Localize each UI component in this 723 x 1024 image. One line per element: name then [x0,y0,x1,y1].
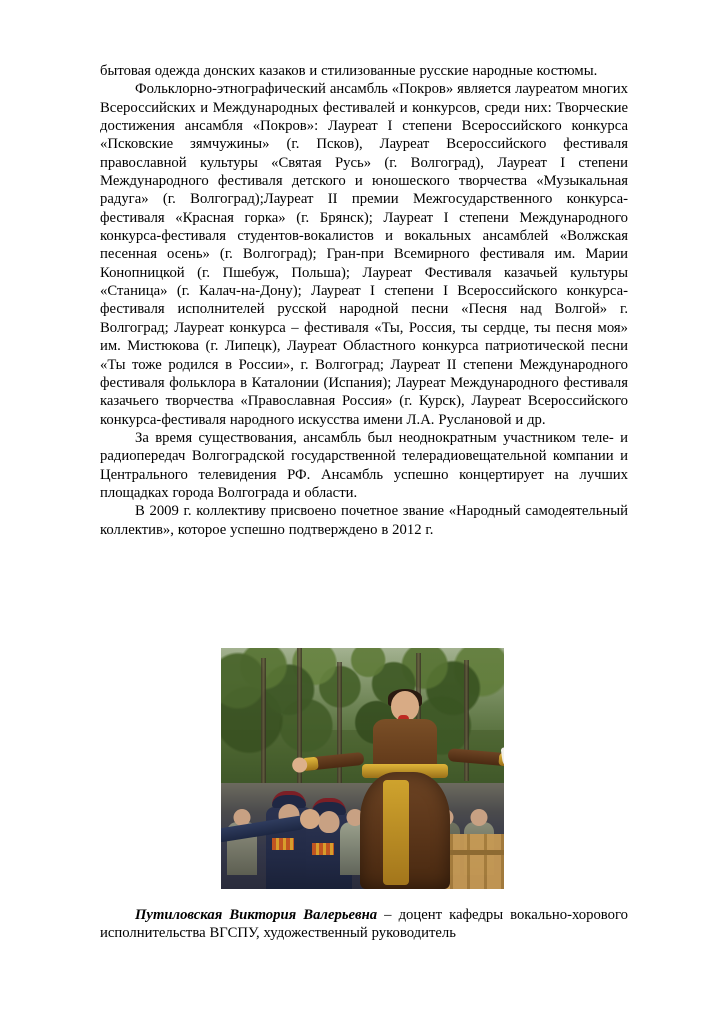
caption-dash: – [377,907,399,923]
document-body [100,62,628,539]
photo-dancer [351,687,459,889]
paragraph-honorary-title-2009: В 2009 г. коллективу присвоено почетное звание «Народный самодеятельный коллектив», которое успешно подтверждено в 2012 г. [100,503,628,538]
photo-officer-face [318,811,339,833]
figure-caption [100,906,628,943]
caption-paragraph [100,906,628,943]
paragraph-ensemble-awards: Фольклорно-этнографический ансамбль «Покров» является лауреатом многих Всероссийских и Международных фестивалей и конкурсов, среди них: Творческие достижения ансамбля «Покров»: Лауреат I степени Всероссийского конкурса «Псковские зямчужины» (г. Псков), Лауреат Всероссийского фестиваля православной культуры «Святая Русь» (г. Волгоград), Лауреат I степени Международного фестиваля детского и юношеского творчества «Музыкальная радуга» (г. Волгоград);Лауреат II премии Межгосударственного конкурса-фестиваля «Красная горка» (г. Брянск); Лауреат I степени Международного конкурса-фестиваля студентов-вокалистов и вокальных ансамблей «Волжская песенная осень» (г. Волгоград); Гран-при Всемирного фестиваля им. Марии Конопницкой (г. Пшебуж, Польша); Лауреат Фестиваля казачьей культуры «Станица» (г. Калач-на-Дону); Лауреат I степени I Всероссийского конкурса-фестиваля исполнителей русской народной песни «Песня над Волгой» г. Волгоград; Лауреат конкурса – фестиваля «Ты, Россия, ты сердце, ты песня моя» им. Мистюкова (г. Липецк), Лауреат Областного конкурса патриотической песни «Ты тоже родился в России», г. Волгоград; Лауреат II степени Международного фестиваля фольклора в Каталонии (Испания); Лауреат Международного фестиваля казачьего творчества «Православная Россия» (г. Курск), Лауреат Всероссийского конкурса-фестиваля народного искусства имени Л.А. Руслановой и др. [100,81,628,428]
caption-person-name: Путиловская Виктория Валерьевна [135,907,378,923]
caption-role-text: доцент кафедры вокально-хорового исполнительства ВГСПУ, художественный руководитель [100,907,628,942]
photo-reaching-hand [300,809,320,829]
figure-ensemble-photo [221,648,504,889]
photo-officer-medals [312,843,334,855]
photo-tree-trunk [261,658,266,783]
paragraph-continued: бытовая одежда донских казаков и стилизованные русские народные костюмы. [100,63,598,79]
photo-spectator-head [471,809,488,826]
paragraph-broadcasts: За время существования, ансамбль был неоднократным участником теле- и радиопередач Волгоградской государственной телерадиовещательной компании и Центрального телевидения РФ. Ансамбль успешно концертирует на лучших площадках города Волгограда и области. [100,429,628,501]
photo-dancer-skirt-trim [383,780,409,885]
photo-officer-medals [272,838,294,850]
photo-ensemble-performance [221,648,504,889]
